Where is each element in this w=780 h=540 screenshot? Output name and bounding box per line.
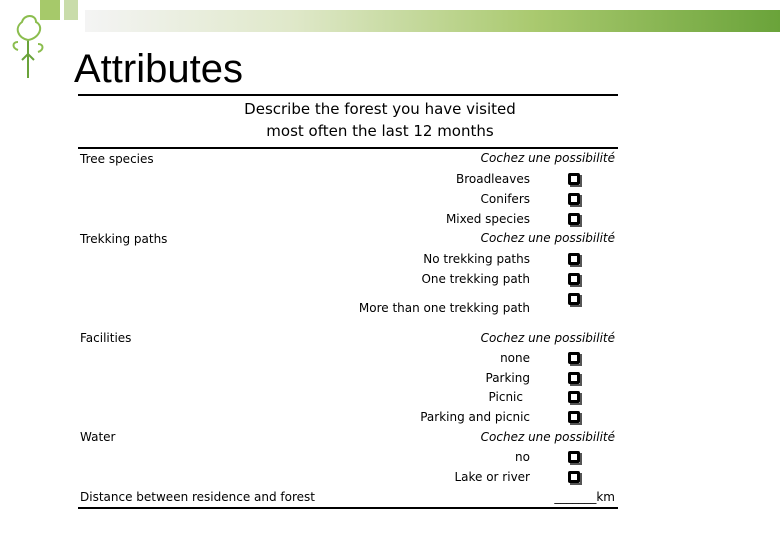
- checkbox-none[interactable]: [568, 352, 580, 364]
- row-label-tree-species: Tree species: [80, 152, 154, 166]
- instruction-tree-species: Cochez une possibilité: [480, 151, 615, 165]
- option-label: Mixed species: [445, 212, 530, 226]
- page-title: Attributes: [74, 47, 243, 91]
- divider-middle: [78, 147, 618, 149]
- option-label: none: [500, 351, 530, 365]
- instruction-water: Cochez une possibilité: [480, 430, 615, 444]
- checkbox-broadleaves[interactable]: [568, 173, 580, 185]
- option-label: Picnic: [488, 390, 523, 404]
- option-label: Broadleaves: [455, 172, 530, 186]
- option-label: no: [515, 450, 530, 464]
- divider-top: [78, 94, 618, 96]
- option-label: Lake or river: [454, 470, 530, 484]
- header-gradient-bar: [85, 10, 780, 32]
- decor-square-light: [64, 0, 78, 20]
- row-label-trekking-paths: Trekking paths: [80, 232, 168, 246]
- row-label-facilities: Facilities: [80, 331, 132, 345]
- row-label-distance: Distance between residence and forest: [80, 490, 315, 504]
- checkbox-conifers[interactable]: [568, 193, 580, 205]
- option-label: Conifers: [480, 192, 530, 206]
- option-label: Parking: [485, 371, 530, 385]
- instruction-trekking-paths: Cochez une possibilité: [480, 231, 615, 245]
- subtitle-line-1: Describe the forest you have visited: [244, 100, 516, 118]
- checkbox-mixed-species[interactable]: [568, 213, 580, 225]
- divider-bottom: [78, 507, 618, 509]
- checkbox-no-water[interactable]: [568, 451, 580, 463]
- subtitle: [200, 98, 560, 142]
- option-label: Parking and picnic: [420, 410, 530, 424]
- checkbox-parking-and-picnic[interactable]: [568, 411, 580, 423]
- subtitle-line-2: most often the last 12 months: [266, 122, 494, 140]
- distance-input-blank[interactable]: _______km: [554, 490, 615, 504]
- instruction-facilities: Cochez une possibilité: [480, 331, 615, 345]
- checkbox-more-than-one-trekking-path[interactable]: [568, 293, 580, 305]
- checkbox-one-trekking-path[interactable]: [568, 273, 580, 285]
- tree-logo-icon: [8, 10, 48, 80]
- row-label-water: Water: [80, 430, 116, 444]
- option-label: More than one trekking path: [358, 301, 530, 315]
- checkbox-no-trekking-paths[interactable]: [568, 253, 580, 265]
- option-label: One trekking path: [421, 272, 530, 286]
- option-label: No trekking paths: [423, 252, 530, 266]
- checkbox-lake-or-river[interactable]: [568, 471, 580, 483]
- checkbox-parking[interactable]: [568, 372, 580, 384]
- checkbox-picnic[interactable]: [568, 391, 580, 403]
